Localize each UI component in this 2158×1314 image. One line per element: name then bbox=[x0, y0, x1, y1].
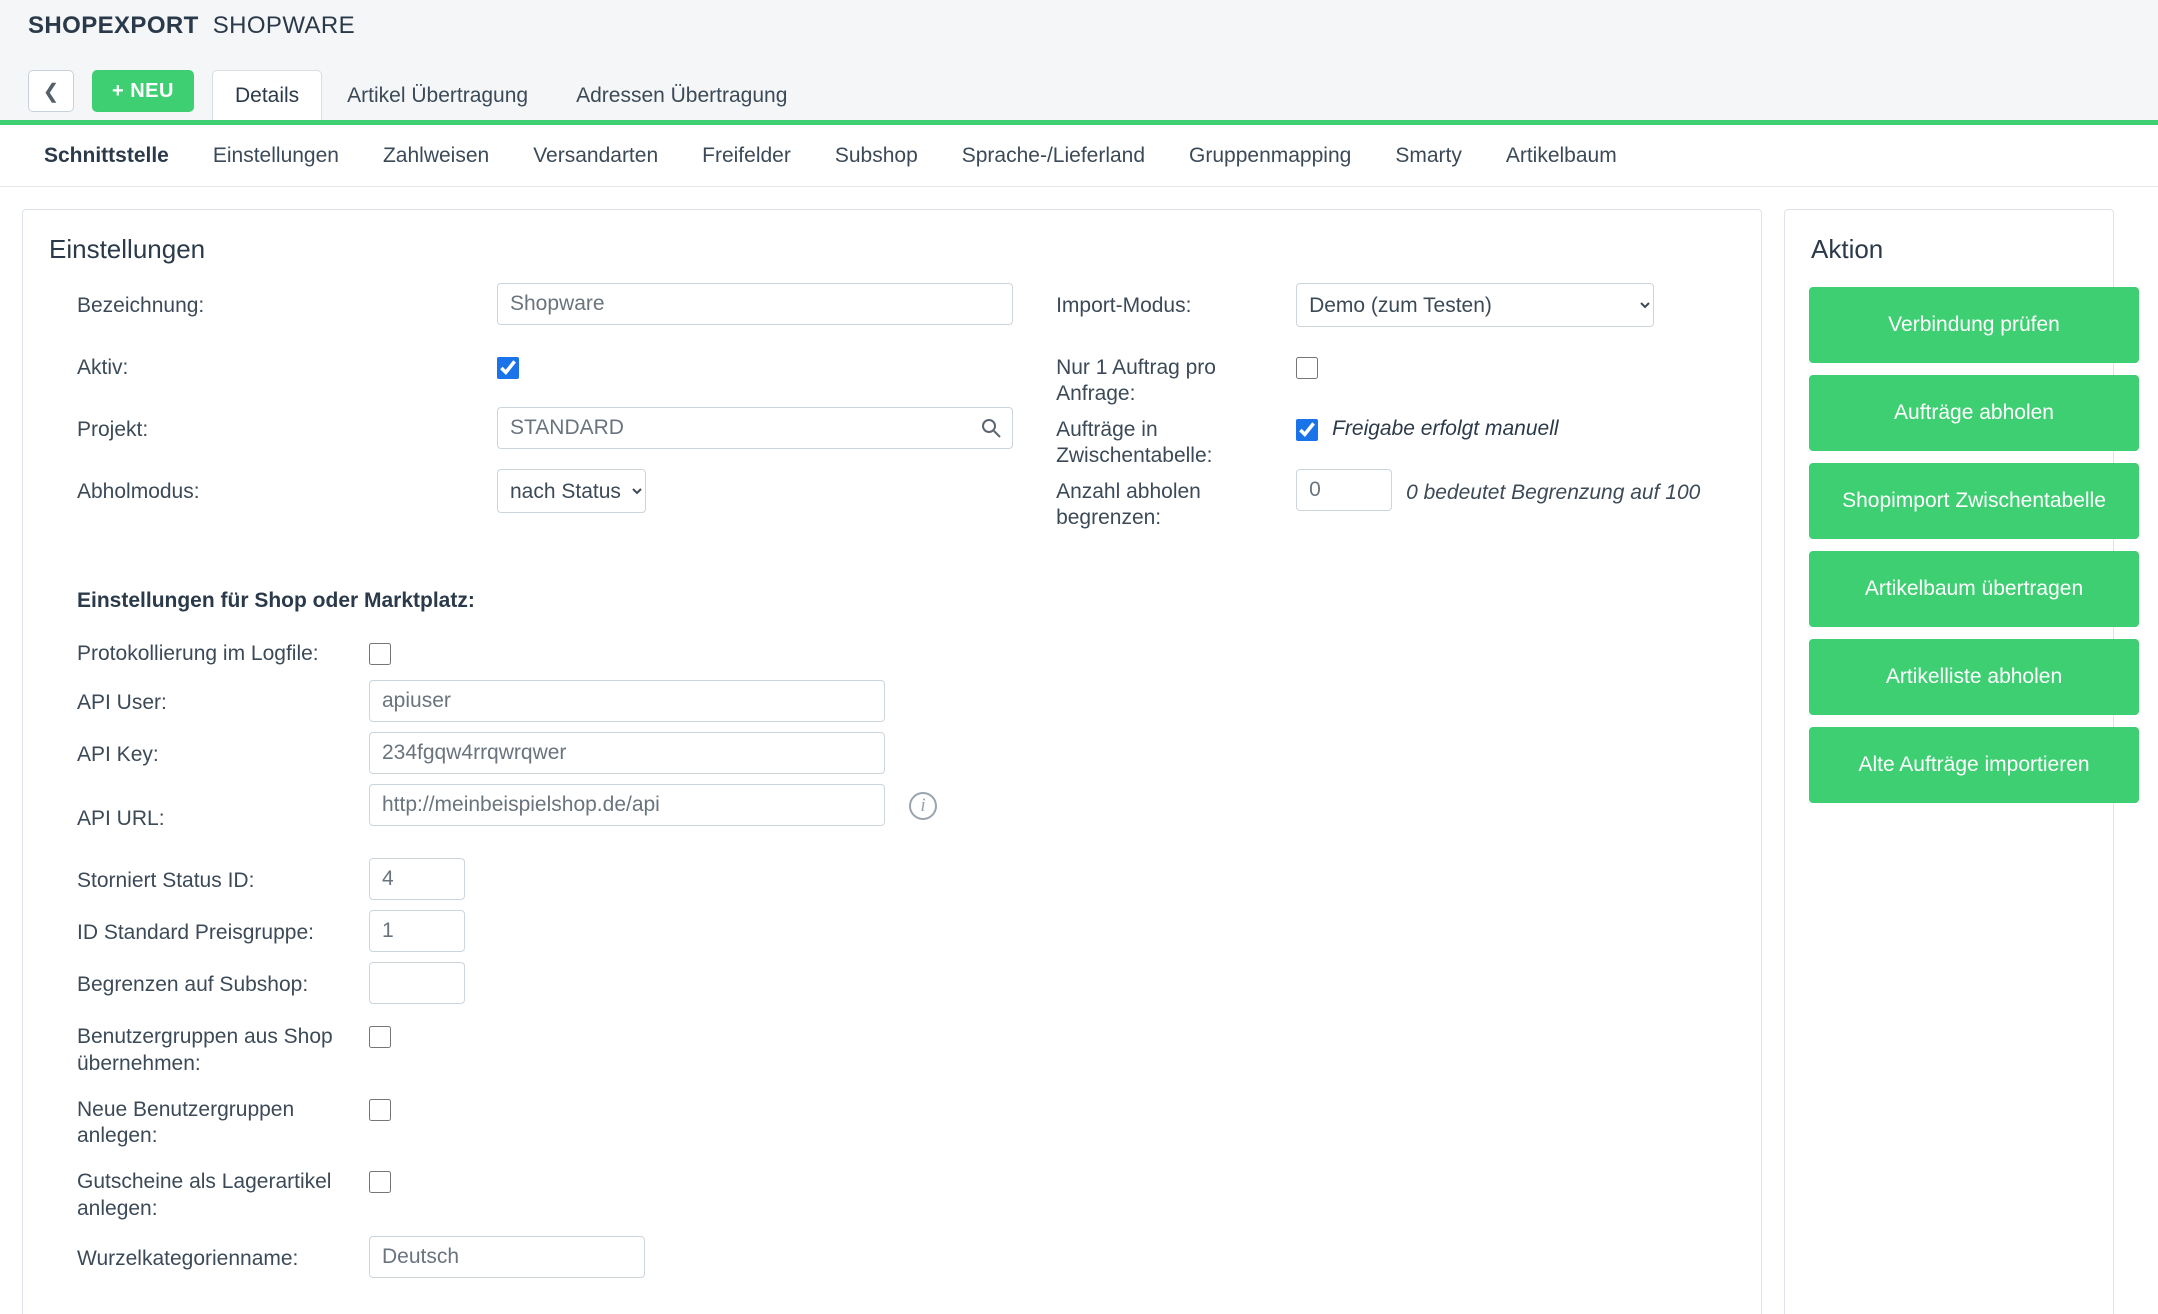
label-benutzergruppen-uebernehmen: Benutzergruppen aus Shop übernehmen: bbox=[77, 1025, 333, 1075]
import-modus-select[interactable] bbox=[1296, 283, 1654, 327]
field-row-storniert-status-id bbox=[77, 858, 1761, 900]
storniert-status-id-input[interactable] bbox=[369, 858, 465, 900]
wurzelkategorie-input[interactable] bbox=[369, 1236, 645, 1278]
label-projekt: Projekt: bbox=[77, 418, 149, 441]
aktiv-checkbox[interactable] bbox=[497, 357, 519, 379]
subnav-item-zahlweisen[interactable]: Zahlweisen bbox=[382, 143, 490, 167]
auftraege-abholen-button[interactable]: Aufträge abholen bbox=[1809, 375, 2139, 451]
subnav-item-subshop[interactable]: Subshop bbox=[834, 143, 918, 167]
field-row-gutscheine-lagerartikel bbox=[77, 1159, 1761, 1222]
auftraege-zwischentabelle-checkbox[interactable] bbox=[1296, 419, 1318, 441]
label-api-user: API User: bbox=[77, 691, 167, 714]
label-import-modus: Import-Modus: bbox=[1056, 294, 1192, 317]
settings-form bbox=[23, 283, 1761, 1278]
info-icon[interactable]: i bbox=[909, 792, 937, 820]
field-row-benutzergruppen-uebernehmen bbox=[77, 1014, 1761, 1077]
field-row-begrenzen-subshop bbox=[77, 962, 1761, 1004]
subnav-item-artikelbaum[interactable]: Artikelbaum bbox=[1505, 143, 1617, 167]
label-wurzelkategorie: Wurzelkategorienname: bbox=[77, 1246, 299, 1270]
subnav-item-smarty[interactable]: Smarty bbox=[1395, 143, 1462, 167]
label-abholmodus: Abholmodus: bbox=[77, 480, 200, 503]
benutzergruppen-uebernehmen-checkbox[interactable] bbox=[369, 1026, 391, 1048]
toolbar bbox=[0, 52, 2158, 120]
subnav bbox=[0, 125, 2158, 187]
alte-auftraege-importieren-button[interactable]: Alte Aufträge importieren bbox=[1809, 727, 2139, 803]
chevron-left-icon: ❮ bbox=[42, 80, 60, 103]
label-begrenzen-subshop: Begrenzen auf Subshop: bbox=[77, 973, 309, 997]
field-row-protokollierung bbox=[77, 631, 1761, 670]
label-bezeichnung: Bezeichnung: bbox=[77, 294, 205, 317]
neue-benutzergruppen-checkbox[interactable] bbox=[369, 1099, 391, 1121]
back-button[interactable] bbox=[28, 70, 74, 112]
tabstrip bbox=[212, 52, 812, 120]
tab-details[interactable]: Details bbox=[212, 70, 322, 120]
field-row-bezeichnung bbox=[77, 283, 1056, 345]
content-area bbox=[0, 187, 2158, 1314]
tab-artikel-uebertragung[interactable]: Artikel Übertragung bbox=[347, 83, 529, 107]
app-brand: SHOPEXPORT bbox=[28, 12, 199, 39]
label-api-key: API Key: bbox=[77, 743, 159, 766]
begrenzen-subshop-input[interactable] bbox=[369, 962, 465, 1004]
field-row-import-modus bbox=[1056, 283, 1761, 345]
label-neue-benutzergruppen: Neue Benutzergruppen anlegen: bbox=[77, 1097, 295, 1147]
subnav-item-gruppenmapping[interactable]: Gruppenmapping bbox=[1189, 143, 1352, 167]
artikelbaum-uebertragen-button[interactable]: Artikelbaum übertragen bbox=[1809, 551, 2139, 627]
subnav-item-versandarten[interactable]: Versandarten bbox=[533, 143, 659, 167]
field-row-aktiv bbox=[77, 345, 1056, 407]
aktion-button-list bbox=[1785, 283, 2113, 803]
projekt-input[interactable] bbox=[497, 407, 1013, 449]
aktion-panel bbox=[1784, 209, 2114, 1314]
app-subtitle: SHOPWARE bbox=[212, 12, 356, 39]
anzahl-abholen-input[interactable] bbox=[1296, 469, 1392, 511]
label-nur-ein-auftrag: Nur 1 Auftrag pro Anfrage: bbox=[1056, 356, 1216, 406]
nur-ein-auftrag-checkbox[interactable] bbox=[1296, 357, 1318, 379]
protokollierung-checkbox[interactable] bbox=[369, 643, 391, 665]
api-key-input[interactable] bbox=[369, 732, 885, 774]
gutscheine-lagerartikel-checkbox[interactable] bbox=[369, 1171, 391, 1193]
field-row-wurzelkategorie bbox=[77, 1236, 1761, 1278]
subnav-item-freifelder[interactable]: Freifelder bbox=[702, 143, 791, 167]
label-storniert-status-id: Storniert Status ID: bbox=[77, 869, 255, 893]
field-row-nur-ein-auftrag bbox=[1056, 345, 1761, 407]
bezeichnung-input[interactable] bbox=[497, 283, 1013, 325]
field-row-auftraege-zwischentabelle bbox=[1056, 407, 1761, 469]
new-button[interactable]: + NEU bbox=[92, 70, 194, 112]
settings-column-right bbox=[1056, 283, 1761, 531]
shopimport-zwischentabelle-button[interactable]: Shopimport Zwischentabelle bbox=[1809, 463, 2139, 539]
label-api-url: API URL: bbox=[77, 807, 165, 830]
settings-panel-title: Einstellungen bbox=[49, 234, 206, 264]
field-row-abholmodus bbox=[77, 469, 1056, 531]
api-user-input[interactable] bbox=[369, 680, 885, 722]
field-row-neue-benutzergruppen bbox=[77, 1087, 1761, 1150]
subnav-item-einstellungen[interactable]: Einstellungen bbox=[212, 143, 339, 167]
artikelliste-abholen-button[interactable]: Artikelliste abholen bbox=[1809, 639, 2139, 715]
settings-column-left bbox=[77, 283, 1056, 531]
shop-section-title: Einstellungen für Shop oder Marktplatz: bbox=[77, 589, 475, 612]
aktion-panel-title: Aktion bbox=[1811, 234, 1884, 264]
subnav-item-schnittstelle[interactable]: Schnittstelle bbox=[44, 143, 169, 167]
label-aktiv: Aktiv: bbox=[77, 356, 129, 379]
field-row-api-url bbox=[77, 784, 1761, 832]
label-auftraege-zwischentabelle: Aufträge in Zwischentabelle: bbox=[1056, 418, 1213, 468]
auftraege-zwischentabelle-note: Freigabe erfolgt manuell bbox=[1332, 417, 1559, 440]
field-row-id-standard-preisgruppe bbox=[77, 910, 1761, 952]
abholmodus-select[interactable] bbox=[497, 469, 646, 513]
verbindung-pruefen-button[interactable]: Verbindung prüfen bbox=[1809, 287, 2139, 363]
label-id-standard-preisgruppe: ID Standard Preisgruppe: bbox=[77, 921, 314, 945]
field-row-api-user bbox=[77, 680, 1761, 722]
subnav-item-sprache-lieferland[interactable]: Sprache-/Lieferland bbox=[961, 143, 1146, 167]
anzahl-abholen-note: 0 bedeutet Begrenzung auf 100 bbox=[1406, 481, 1701, 504]
label-anzahl-abholen: Anzahl abholen begrenzen: bbox=[1056, 480, 1201, 530]
field-row-anzahl-abholen bbox=[1056, 469, 1761, 531]
label-protokollierung: Protokollierung im Logfile: bbox=[77, 642, 319, 665]
app-titlebar bbox=[0, 0, 2158, 52]
label-gutscheine-lagerartikel: Gutscheine als Lagerartikel anlegen: bbox=[77, 1170, 332, 1220]
tab-adressen-uebertragung[interactable]: Adressen Übertragung bbox=[576, 83, 788, 107]
api-url-input[interactable] bbox=[369, 784, 885, 826]
field-row-api-key bbox=[77, 732, 1761, 774]
settings-panel bbox=[22, 209, 1762, 1314]
id-standard-preisgruppe-input[interactable] bbox=[369, 910, 465, 952]
field-row-projekt bbox=[77, 407, 1056, 469]
